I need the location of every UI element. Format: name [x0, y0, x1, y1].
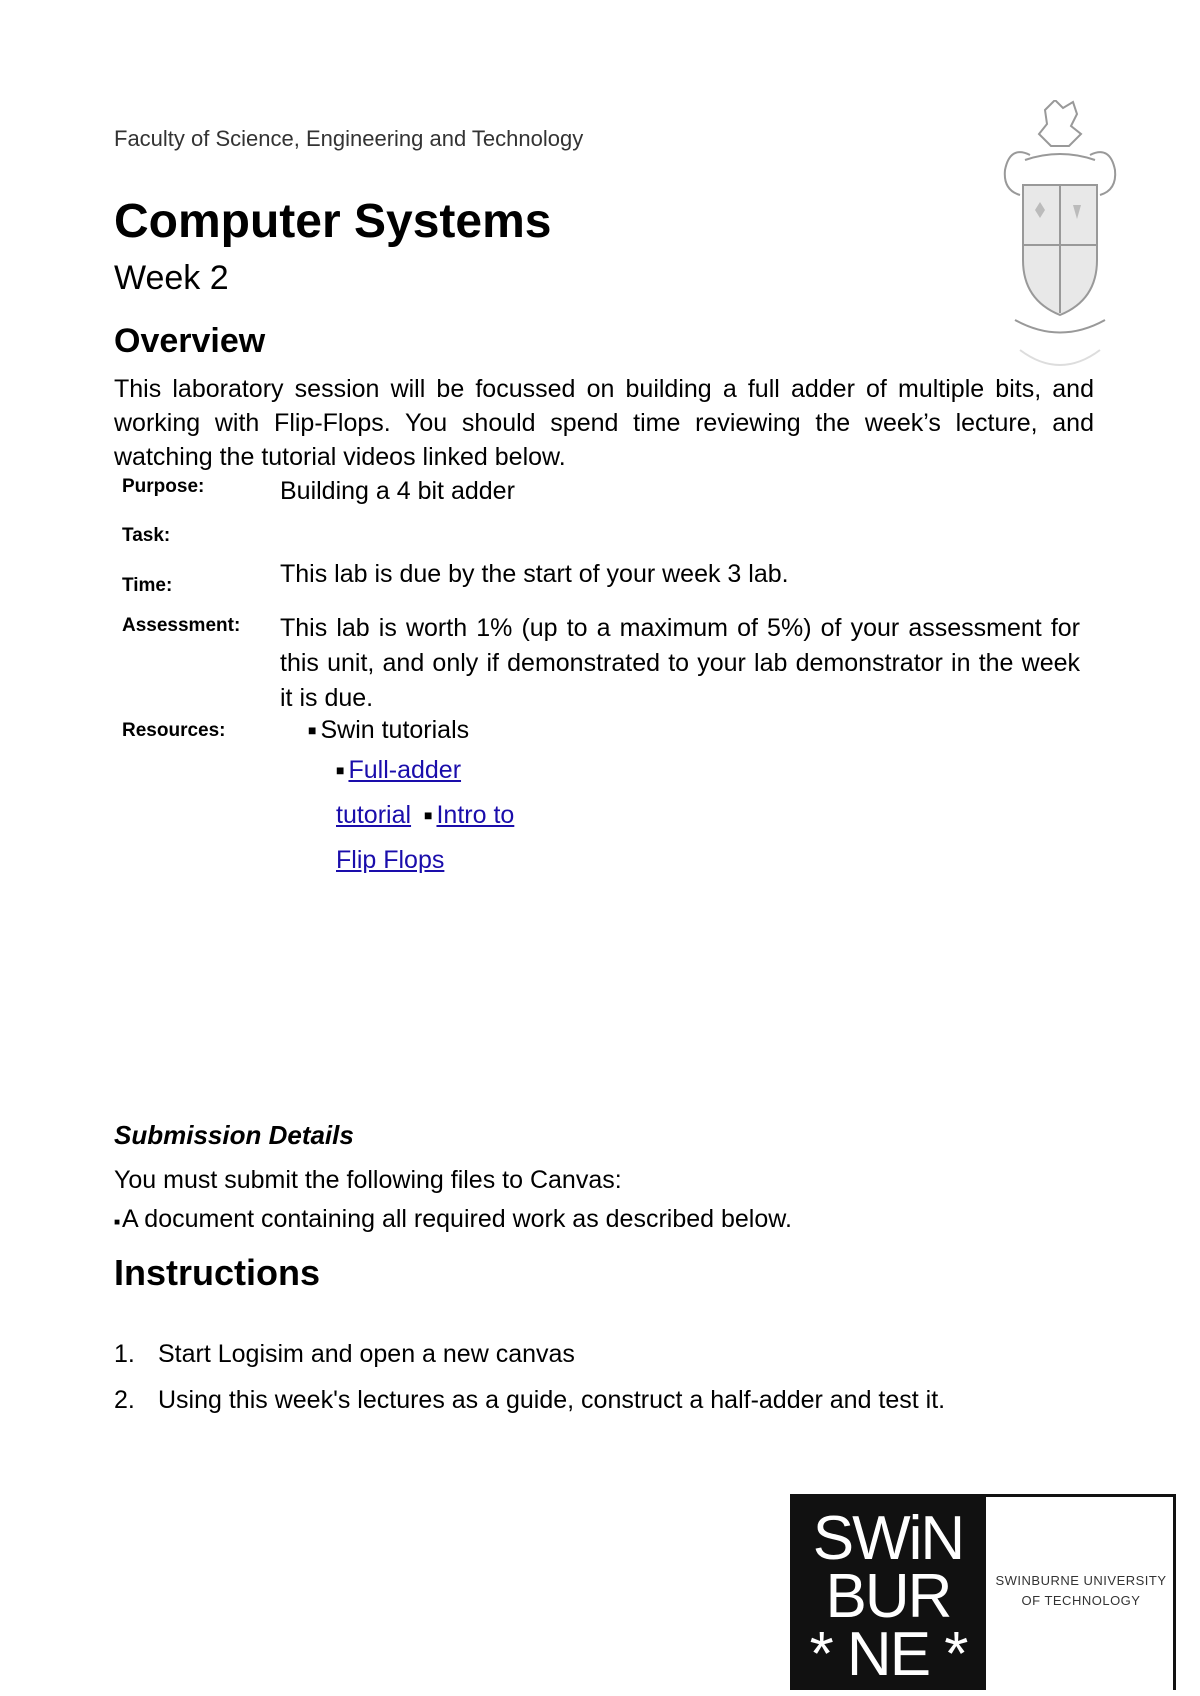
- purpose-label: Purpose:: [122, 476, 205, 497]
- resources-list-item: [308, 716, 469, 745]
- faculty-name: Faculty of Science, Engineering and Technology: [114, 126, 584, 151]
- square-bullet-icon: ■: [114, 1217, 121, 1228]
- square-bullet-icon: ■: [336, 762, 345, 778]
- step-number: 2.: [114, 1386, 135, 1414]
- logo-wordmark: [986, 1494, 1176, 1690]
- resource-link-row-3: [336, 846, 444, 875]
- resource-link-row-1: [336, 756, 461, 785]
- resources-label: Resources:: [122, 720, 226, 741]
- intro-flip-flops-link-cont[interactable]: Flip Flops: [336, 846, 445, 874]
- logo-line-3: * NE *: [809, 1620, 967, 1689]
- list-item: [114, 1386, 945, 1432]
- step-text: Start Logisim and open a new canvas: [158, 1340, 575, 1368]
- resource-link-row-2: [336, 801, 514, 830]
- submission-bullet-text: A document containing all required work as described below.: [122, 1205, 792, 1233]
- full-adder-tutorial-link-cont[interactable]: tutorial: [336, 801, 412, 829]
- swinburne-logo: [790, 1494, 986, 1690]
- submission-text: You must submit the following files to Canvas:: [114, 1166, 622, 1194]
- university-crest-icon: [985, 100, 1135, 370]
- step-number: 1.: [114, 1340, 135, 1368]
- instructions-heading: Instructions: [114, 1252, 321, 1293]
- square-bullet-icon: ■: [424, 807, 433, 823]
- time-label: Time:: [122, 575, 173, 596]
- week-label: Week 2: [114, 259, 229, 297]
- overview-heading: Overview: [114, 322, 266, 360]
- task-label: Task:: [122, 525, 171, 546]
- logo-line-2: BUR: [825, 1562, 951, 1631]
- step-text: Using this week's lectures as a guide, construct a half-adder and test it.: [158, 1386, 946, 1414]
- logo-line-1: SWiN: [812, 1504, 964, 1573]
- page-title: Computer Systems: [114, 195, 552, 248]
- purpose-value: Building a 4 bit adder: [280, 477, 515, 505]
- list-item: [114, 1340, 945, 1386]
- square-bullet-icon: ■: [308, 722, 317, 738]
- logo-wordmark-line-2: OF TECHNOLOGY: [1021, 1593, 1141, 1608]
- intro-flip-flops-link[interactable]: Intro to: [436, 801, 515, 829]
- submission-bullet: [114, 1205, 792, 1234]
- logo-wordmark-line-1: SWINBURNE UNIVERSITY: [995, 1573, 1167, 1588]
- resources-item-text: Swin tutorials: [320, 716, 470, 744]
- assessment-value: This lab is worth 1% (up to a maximum of 5%) of your assessment for this unit, and only if demonstrated to your lab demonstrator in the week it is due.: [280, 614, 1080, 712]
- time-value: This lab is due by the start of your week 3 lab.: [280, 560, 789, 588]
- submission-heading: Submission Details: [114, 1120, 354, 1150]
- overview-text: This laboratory session will be focussed on building a full adder of multiple bits, and working with Flip-Flops. You should spend time reviewing the week’s lecture, and watching the tutorial videos linked below.: [114, 375, 1094, 471]
- assessment-label: Assessment:: [122, 615, 241, 636]
- instructions-list: [114, 1340, 945, 1432]
- full-adder-tutorial-link[interactable]: Full-adder: [348, 756, 462, 784]
